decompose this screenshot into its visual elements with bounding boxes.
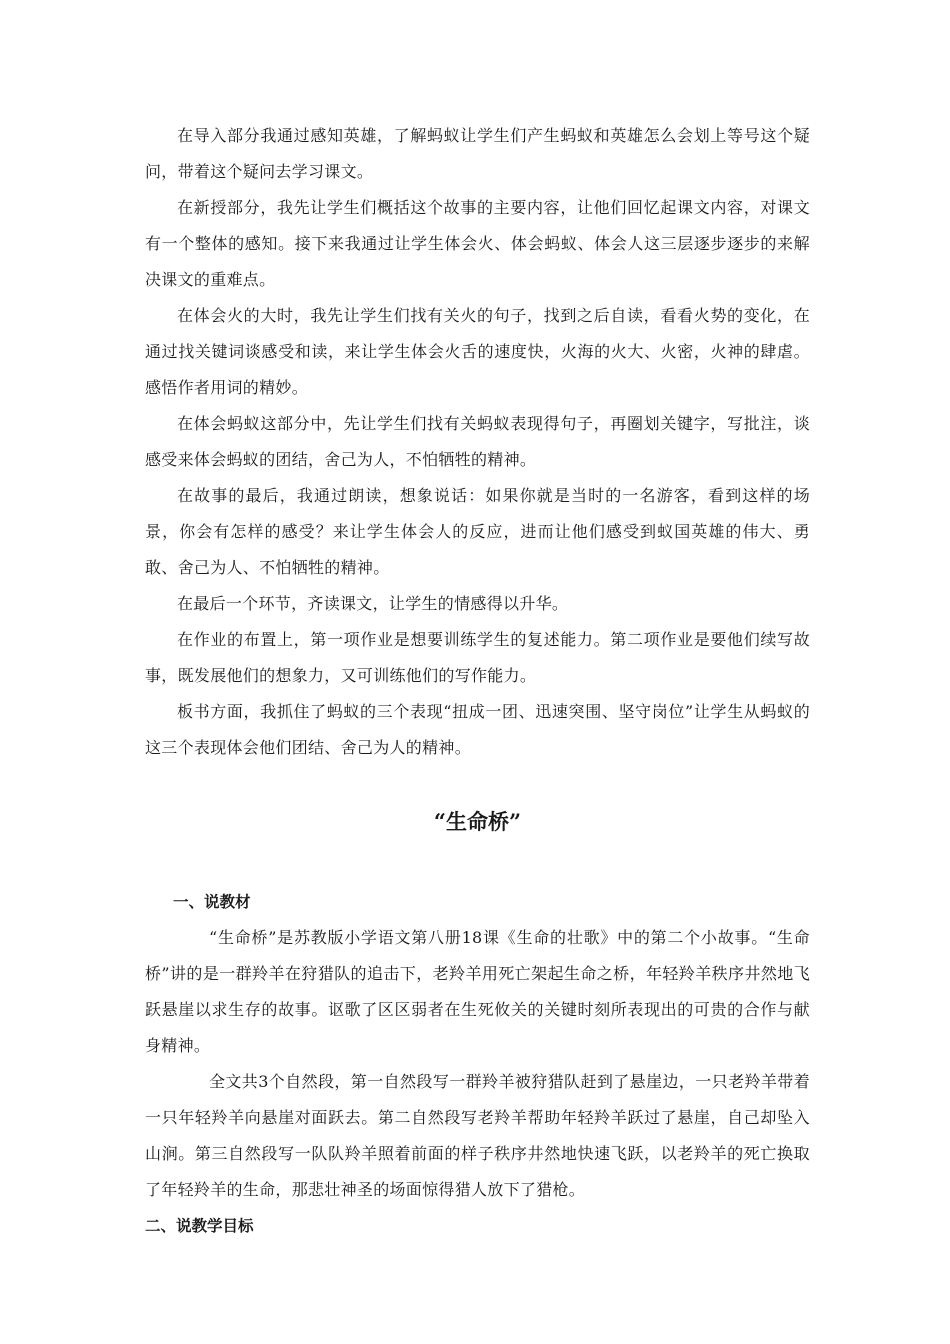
paragraph: 在体会火的大时，我先让学生们找有关火的句子，找到之后自读，看看火势的变化，在通过找关键词谈感受和读，来让学生体会火舌的速度快，火海的火大、火密，火神的肆虐。感悟作者用词的精妙。	[145, 306, 810, 397]
paragraph: 在最后一个环节，齐读课文，让学生的情感得以升华。	[177, 594, 569, 613]
paragraph: 板书方面，我抓住了蚂蚁的三个表现“扭成一团、迅速突围、坚守岗位”让学生从蚂蚁的这三个表现体会他们团结、舍己为人的精神。	[145, 702, 810, 757]
paragraph: “生命桥”是苏教版小学语文第八册18课《生命的壮歌》中的第二个小故事。“生命桥”讲的是一群羚羊在狩猎队的追击下，老羚羊用死亡架起生命之桥，年轻羚羊秩序井然地飞跃悬崖以求生存的故事。讴歌了区区弱者在生死攸关的关键时刻所表现出的可贵的合作与献身精神。	[145, 928, 810, 1055]
paragraph: 在作业的布置上，第一项作业是想要训练学生的复述能力。第二项作业是要他们续写故事，既发展他们的想象力，又可训练他们的写作能力。	[145, 630, 810, 685]
paragraph: 在故事的最后，我通过朗读，想象说话：如果你就是当时的一名游客，看到这样的场景，你会有怎样的感受？来让学生体会人的反应，进而让他们感受到蚁国英雄的伟大、勇敢、舍己为人、不怕牺牲的精神。	[145, 486, 810, 577]
document-page	[145, 118, 810, 1244]
paragraph: 在体会蚂蚁这部分中，先让学生们找有关蚂蚁表现得句子，再圈划关键字，写批注，谈感受来体会蚂蚁的团结，舍己为人，不怕牺牲的精神。	[145, 414, 810, 469]
section-title: “生命桥”	[433, 809, 522, 834]
section-heading: 一、说教材	[173, 893, 251, 911]
paragraph: 全文共3个自然段，第一自然段写一群羚羊被狩猎队赶到了悬崖边，一只老羚羊带着一只年轻羚羊向悬崖对面跃去。第二自然段写老羚羊帮助年轻羚羊跃过了悬崖，自己却坠入山涧。第三自然段写一队队羚羊照着前面的样子秩序井然地快速飞跃，以老羚羊的死亡换取了年轻羚羊的生命，那悲壮神圣的场面惊得猎人放下了猎枪。	[145, 1072, 810, 1199]
paragraph: 在导入部分我通过感知英雄，了解蚂蚁让学生们产生蚂蚁和英雄怎么会划上等号这个疑问，带着这个疑问去学习课文。	[145, 126, 810, 181]
paragraph: 在新授部分，我先让学生们概括这个故事的主要内容，让他们回忆起课文内容，对课文有一个整体的感知。接下来我通过让学生体会火、体会蚂蚁、体会人这三层逐步逐步的来解决课文的重难点。	[145, 198, 810, 289]
section-heading: 二、说教学目标	[145, 1217, 254, 1235]
